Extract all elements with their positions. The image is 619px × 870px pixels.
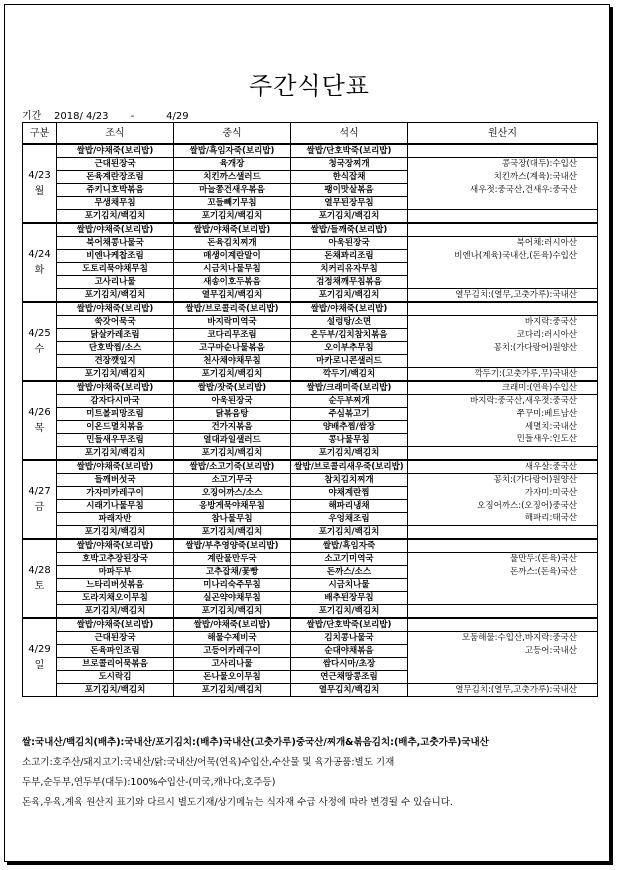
origin-cell [408, 263, 598, 276]
breakfast-cell: 들깨버섯국 [57, 474, 174, 487]
breakfast-cell: 근대된장국 [57, 158, 174, 171]
day-weekday: 화 [34, 264, 45, 276]
lunch-cell: 오징어까스/소스 [174, 487, 291, 500]
origin-cell [408, 592, 598, 605]
origin-cell [408, 671, 598, 684]
period-line [22, 107, 189, 122]
lunch-cell: 포기김치/백김치 [174, 605, 291, 619]
day-date: 4/28 [28, 564, 51, 576]
table-row [23, 605, 598, 619]
breakfast-cell: 느타리버섯볶음 [57, 579, 174, 592]
breakfast-cell: 돈육파인조림 [57, 645, 174, 658]
lunch-cell: 매생이계란말이 [174, 250, 291, 263]
table-row [23, 395, 598, 408]
lunch-cell: 육개장 [174, 158, 291, 171]
lunch-cell: 옹방게묵야채무침 [174, 500, 291, 513]
lunch-cell: 미나리숙주무침 [174, 579, 291, 592]
dinner-cell: 돈채꽈리조림 [291, 250, 408, 263]
breakfast-cell: 쌀밥/야채죽(보리밥) [57, 460, 174, 474]
breakfast-cell: 시래기나물무침 [57, 500, 174, 513]
day-cell [23, 144, 57, 223]
origin-cell [408, 223, 598, 237]
lunch-cell: 쌀밥/야채죽(보리밥) [174, 223, 291, 237]
origin-cell: 오징어까스:(오징어)중국산 [408, 500, 598, 513]
notes [22, 733, 602, 813]
origin-cell [408, 618, 598, 632]
period-end: 4/29 [166, 111, 189, 122]
table-row [23, 671, 598, 684]
breakfast-cell: 단호박찜/소스 [57, 342, 174, 355]
table-row [23, 302, 598, 316]
dinner-cell: 아욱된장국 [291, 237, 408, 250]
table-row [23, 250, 598, 263]
dinner-cell: 쌀밥/브로콜리새우죽(보리밥) [291, 460, 408, 474]
origin-cell: 새우살:중국산 [408, 460, 598, 474]
origin-cell: 코다리:러시아산 [408, 329, 598, 342]
origin-cell: 바지락:중국산,새우젓:중국산 [408, 395, 598, 408]
lunch-cell: 쌀밥/소고기죽(보리밥) [174, 460, 291, 474]
table-row [23, 513, 598, 526]
table-row [23, 263, 598, 276]
origin-cell: 물만두:(돈육)국산 [408, 553, 598, 566]
origin-cell: 새우젓:중국산,건새우:중국산 [408, 184, 598, 197]
lunch-cell: 아욱된장국 [174, 395, 291, 408]
dinner-cell: 쌀밥/들깨죽(보리밥) [291, 223, 408, 237]
dinner-cell: 쌀밥/단호박죽(보리밥) [291, 618, 408, 632]
day-weekday: 금 [34, 501, 45, 513]
dinner-cell: 검정채깨무침볶음 [291, 276, 408, 289]
day-date: 4/29 [28, 643, 51, 655]
breakfast-cell: 포기김치/백김치 [57, 210, 174, 224]
day-weekday: 목 [34, 422, 45, 434]
breakfast-cell: 마파두부 [57, 566, 174, 579]
dinner-cell: 시금치나물 [291, 579, 408, 592]
breakfast-cell: 도시락김 [57, 671, 174, 684]
origin-cell: 가자미:미국산 [408, 487, 598, 500]
origin-cell [408, 355, 598, 368]
dinner-cell: 마카로니콘샐러드 [291, 355, 408, 368]
breakfast-cell: 북어채콩나물국 [57, 237, 174, 250]
breakfast-cell: 민들새우무조림 [57, 434, 174, 447]
day-date: 4/23 [28, 169, 51, 181]
origin-cell: 꽁치:(가다랑어)원양산 [408, 474, 598, 487]
dinner-cell: 쌀밥/단호박죽(보리밥) [291, 144, 408, 158]
table-row [23, 684, 598, 697]
dinner-cell: 김치콩나물국 [291, 632, 408, 645]
table-row [23, 421, 598, 434]
day-cell [23, 223, 57, 302]
dinner-cell: 설렁탕/소면 [291, 316, 408, 329]
header-breakfast: 조식 [57, 123, 174, 145]
breakfast-cell: 무생채무침 [57, 197, 174, 210]
origin-cell: 북어채:러시아산 [408, 237, 598, 250]
dinner-cell: 오이부추무침 [291, 342, 408, 355]
breakfast-cell: 쌀밥/야채죽(보리밥) [57, 618, 174, 632]
table-row [23, 223, 598, 237]
table-row [23, 329, 598, 342]
lunch-cell: 계란물만두국 [174, 553, 291, 566]
breakfast-cell: 도라지채오이무침 [57, 592, 174, 605]
dinner-cell: 열무김치/백김치 [291, 684, 408, 697]
dinner-cell: 열무된장무침 [291, 197, 408, 210]
dinner-cell: 쌈다시마/초장 [291, 658, 408, 671]
lunch-cell: 새송이호두볶음 [174, 276, 291, 289]
breakfast-cell: 포기김치/백김치 [57, 526, 174, 540]
table-row [23, 618, 598, 632]
dinner-cell: 포기김치/백김치 [291, 289, 408, 303]
dinner-cell: 쌀밥/흑임자죽 [291, 539, 408, 553]
day-weekday: 수 [34, 343, 45, 355]
table-row [23, 474, 598, 487]
breakfast-cell: 쌀밥/야채죽(보리밥) [57, 381, 174, 395]
day-cell [23, 381, 57, 460]
header-day: 구분 [23, 123, 57, 145]
lunch-cell: 포기김치/백김치 [174, 684, 291, 697]
table-row [23, 197, 598, 210]
breakfast-cell: 포기김치/백김치 [57, 447, 174, 461]
dinner-cell: 순두부찌개 [291, 395, 408, 408]
breakfast-cell: 호박고추장된장국 [57, 553, 174, 566]
lunch-cell: 고사리나물 [174, 658, 291, 671]
lunch-cell: 닭볶음탕 [174, 408, 291, 421]
lunch-cell: 천사채야채무침 [174, 355, 291, 368]
table-row [23, 289, 598, 303]
dinner-cell: 팽이맛살볶음 [291, 184, 408, 197]
day-cell [23, 539, 57, 618]
breakfast-cell: 쌀밥/야채죽(보리밥) [57, 223, 174, 237]
day-date: 4/27 [28, 485, 51, 497]
table-row [23, 184, 598, 197]
lunch-cell: 고등어카레구이 [174, 645, 291, 658]
origin-cell [408, 302, 598, 316]
breakfast-cell: 쥬키니호박볶음 [57, 184, 174, 197]
dinner-cell: 순대야채볶음 [291, 645, 408, 658]
origin-cell: 꽁치:(가다랑어)원양산 [408, 342, 598, 355]
day-date: 4/25 [28, 327, 51, 339]
lunch-cell: 바지락미역국 [174, 316, 291, 329]
breakfast-cell: 견장깻잎지 [57, 355, 174, 368]
lunch-cell: 실곤약야채무침 [174, 592, 291, 605]
table-row [23, 500, 598, 513]
dinner-cell: 온두부/김치참치볶음 [291, 329, 408, 342]
day-cell [23, 302, 57, 381]
origin-cell: 쭈꾸미:베트남산 [408, 408, 598, 421]
lunch-cell: 포기김치/백김치 [174, 447, 291, 461]
origin-cell: 열무김치:(열무,고춧가루):국내산 [408, 289, 598, 303]
header-row [23, 123, 598, 145]
table-row [23, 553, 598, 566]
origin-cell: 크래미:(연육)수입산 [408, 381, 598, 395]
note-line: 두부,순두부,연두부(대두):100%수입산-(미국,캐나다,호주등) [22, 777, 276, 788]
breakfast-cell: 쑥갓어묵국 [57, 316, 174, 329]
dinner-cell: 해파리냉채 [291, 500, 408, 513]
lunch-cell: 참나물무침 [174, 513, 291, 526]
table-row [23, 592, 598, 605]
table-row [23, 460, 598, 474]
table-row [23, 566, 598, 579]
dinner-cell: 포기김치/백김치 [291, 447, 408, 461]
day-weekday: 토 [34, 580, 45, 592]
lunch-cell: 포기김치/백김치 [174, 526, 291, 540]
breakfast-cell: 포기김치/백김치 [57, 605, 174, 619]
dinner-cell: 포기김치/백김치 [291, 526, 408, 540]
period-start: 2018/ 4/23 [54, 111, 109, 122]
lunch-cell: 쌀밥/야채죽(보리밥) [174, 618, 291, 632]
origin-cell: 고등어:국내산 [408, 645, 598, 658]
origin-cell [408, 605, 598, 619]
breakfast-cell: 감자다시마국 [57, 395, 174, 408]
lunch-cell: 포기김치/백김치 [174, 368, 291, 382]
table-row [23, 658, 598, 671]
lunch-cell: 열무김치/백김치 [174, 289, 291, 303]
table-row [23, 632, 598, 645]
day-cell [23, 460, 57, 539]
origin-cell: 돈까스:(돈육)국산 [408, 566, 598, 579]
breakfast-cell: 브로콜리어묵볶음 [57, 658, 174, 671]
origin-cell [408, 526, 598, 540]
dinner-cell: 배추된장무침 [291, 592, 408, 605]
dinner-cell: 포기김치/백김치 [291, 210, 408, 224]
table-row [23, 355, 598, 368]
dinner-cell: 쌀밥/크래미죽(보리밥) [291, 381, 408, 395]
table-row [23, 447, 598, 461]
table-row [23, 381, 598, 395]
origin-cell: 비엔나(계육)국내산,(돈육)수입산 [408, 250, 598, 263]
origin-cell: 해파리:태국산 [408, 513, 598, 526]
day-date: 4/26 [28, 406, 51, 418]
table-row [23, 487, 598, 500]
table-row [23, 579, 598, 592]
header-dinner: 석식 [291, 123, 408, 145]
breakfast-cell: 쌀밥/야채죽(보리밥) [57, 144, 174, 158]
period-label: 기간 [22, 111, 42, 122]
menu-table [22, 122, 598, 697]
table-row [23, 171, 598, 184]
lunch-cell: 치킨까스샐러드 [174, 171, 291, 184]
breakfast-cell: 쌀밥/야채죽(보리밥) [57, 302, 174, 316]
dinner-cell: 콩나물무침 [291, 434, 408, 447]
table-row [23, 645, 598, 658]
note-line: 쌀:국내산/백김치(배추):국내산/포기김치:(배추)국내산(고춧가루)중국산/찌개&볶음김치:(배추,고춧가루)국내산 [22, 737, 489, 748]
origin-cell [408, 210, 598, 224]
table-row [23, 210, 598, 224]
dinner-cell: 주심볶고기 [291, 408, 408, 421]
dinner-cell: 야채계란찜 [291, 487, 408, 500]
dinner-cell: 양배추찜/쌈장 [291, 421, 408, 434]
lunch-cell: 시금치나물무침 [174, 263, 291, 276]
table-row [23, 526, 598, 540]
table-row [23, 158, 598, 171]
lunch-cell: 열대과일샐러드 [174, 434, 291, 447]
day-date: 4/24 [28, 248, 51, 260]
breakfast-cell: 쌀밥/야채죽(보리밥) [57, 539, 174, 553]
header-origin: 원산지 [408, 123, 598, 145]
note-line: 소고기:호주산/돼지고기:국내산/닭:국내산/어묵(연육)수입산,수산물 및 육가공품:별도 기재 [22, 757, 395, 768]
origin-cell: 바지락:중국산 [408, 316, 598, 329]
origin-cell: 민들새우:인도산 [408, 434, 598, 447]
dinner-cell: 깍두기/백김치 [291, 368, 408, 382]
table-row [23, 368, 598, 382]
day-cell [23, 618, 57, 697]
breakfast-cell: 파래자반 [57, 513, 174, 526]
note-line: 돈육,우육,계육 원산지 표기와 다르시 별도기재/상기메뉴는 식자재 수급 사정에 따라 변경될 수 있습니다. [22, 797, 453, 808]
origin-cell: 콩국장(대두):수입산 [408, 158, 598, 171]
lunch-cell: 꼬들빼기무침 [174, 197, 291, 210]
origin-cell: 모둠해물:수입산,바지락:중국산 [408, 632, 598, 645]
period-dash: - [130, 111, 135, 122]
day-weekday: 일 [34, 659, 45, 671]
breakfast-cell: 포기김치/백김치 [57, 368, 174, 382]
origin-cell [408, 579, 598, 592]
table-row [23, 316, 598, 329]
lunch-cell: 마늘쫑건새우볶음 [174, 184, 291, 197]
breakfast-cell: 비엔나케찹조림 [57, 250, 174, 263]
origin-cell [408, 658, 598, 671]
table-row [23, 539, 598, 553]
origin-cell [408, 197, 598, 210]
lunch-cell: 고추잡채/꽃빵 [174, 566, 291, 579]
lunch-cell: 쌀밥/잣죽(보리밥) [174, 381, 291, 395]
lunch-cell: 쌀밥/브로콜리죽(보리밥) [174, 302, 291, 316]
origin-cell: 치킨까스(계육):국내산 [408, 171, 598, 184]
lunch-cell: 코다리무조림 [174, 329, 291, 342]
table-row [23, 237, 598, 250]
header-lunch: 중식 [174, 123, 291, 145]
breakfast-cell: 포기김치/백김치 [57, 684, 174, 697]
origin-cell [408, 539, 598, 553]
dinner-cell: 청국장찌개 [291, 158, 408, 171]
breakfast-cell: 도토리묵야채무침 [57, 263, 174, 276]
origin-cell: 깍두기:(고춧가루,무)국내산 [408, 368, 598, 382]
dinner-cell: 우엉채조림 [291, 513, 408, 526]
breakfast-cell: 포기김치/백김치 [57, 289, 174, 303]
table-row [23, 342, 598, 355]
lunch-cell: 돈나물오이무침 [174, 671, 291, 684]
dinner-cell: 돈까스/소스 [291, 566, 408, 579]
page-title: 주간식단표 [249, 72, 370, 100]
lunch-cell: 포기김치/백김치 [174, 210, 291, 224]
lunch-cell: 고구마순나물볶음 [174, 342, 291, 355]
breakfast-cell: 미트볼피망조림 [57, 408, 174, 421]
dinner-cell: 쌀밥/야채죽(보리밥) [291, 302, 408, 316]
dinner-cell: 포기김치/백김치 [291, 605, 408, 619]
origin-cell: 열무김치:(열무,고춧가루):국내산 [408, 684, 598, 697]
lunch-cell: 해물수제비국 [174, 632, 291, 645]
dinner-cell: 한식잡채 [291, 171, 408, 184]
breakfast-cell: 닭살카레조림 [57, 329, 174, 342]
table-row [23, 144, 598, 158]
table-row [23, 434, 598, 447]
origin-cell [408, 447, 598, 461]
breakfast-cell: 이온드멸치볶음 [57, 421, 174, 434]
origin-cell [408, 144, 598, 158]
dinner-cell: 연근채땅콩조림 [291, 671, 408, 684]
breakfast-cell: 가자미카레구이 [57, 487, 174, 500]
dinner-cell: 치커리유자무침 [291, 263, 408, 276]
day-weekday: 월 [34, 185, 45, 197]
lunch-cell: 돈육김치찌개 [174, 237, 291, 250]
lunch-cell: 건가지볶음 [174, 421, 291, 434]
dinner-cell: 참치김치찌개 [291, 474, 408, 487]
table-row [23, 408, 598, 421]
dinner-cell: 소고기미역국 [291, 553, 408, 566]
lunch-cell: 쌀밥/부추영양죽(보리밥) [174, 539, 291, 553]
lunch-cell: 소고기무국 [174, 474, 291, 487]
breakfast-cell: 고사리나물 [57, 276, 174, 289]
breakfast-cell: 근대된장국 [57, 632, 174, 645]
origin-cell [408, 276, 598, 289]
lunch-cell: 쌀밥/흑임자죽(보리밥) [174, 144, 291, 158]
breakfast-cell: 돈육계란장조림 [57, 171, 174, 184]
origin-cell: 세멸치:국내산 [408, 421, 598, 434]
table-row [23, 276, 598, 289]
